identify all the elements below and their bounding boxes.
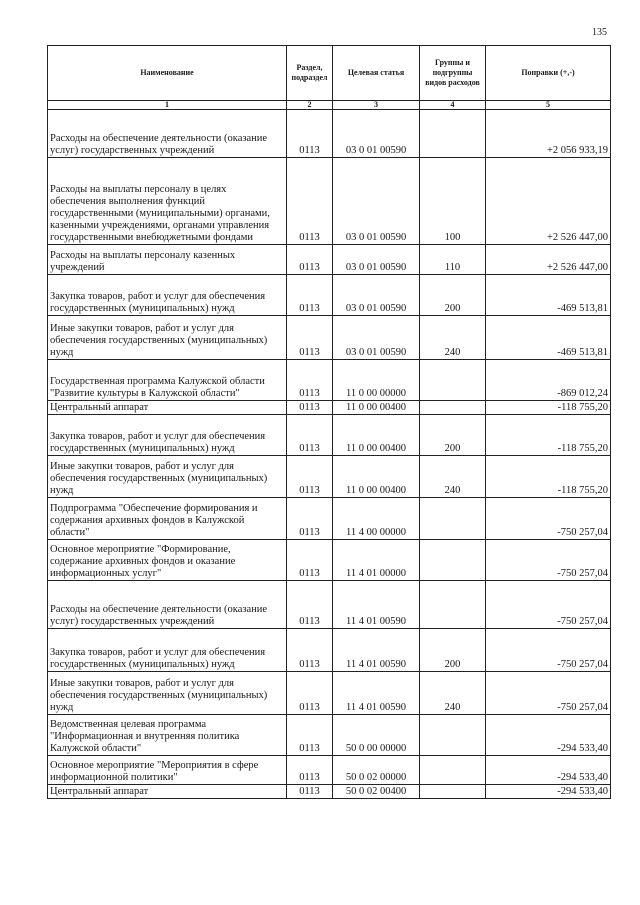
row-group <box>420 540 486 581</box>
row-section: 0113 <box>287 581 333 629</box>
row-amount: -469 513,81 <box>486 316 611 360</box>
row-name: Расходы на обеспечение деятельности (оказание услуг) государственных учреждений <box>48 581 287 629</box>
row-section: 0113 <box>287 672 333 715</box>
header-target: Целевая статья <box>333 46 420 101</box>
row-section: 0113 <box>287 110 333 158</box>
row-target: 11 4 01 00000 <box>333 540 420 581</box>
row-group: 100 <box>420 158 486 245</box>
header-amount: Поправки (+,-) <box>486 46 611 101</box>
row-name: Центральный аппарат <box>48 785 287 799</box>
row-name: Закупка товаров, работ и услуг для обеспечения государственных (муниципальных) нужд <box>48 629 287 672</box>
row-section: 0113 <box>287 456 333 498</box>
table-row <box>48 245 611 275</box>
row-section: 0113 <box>287 756 333 785</box>
row-name: Закупка товаров, работ и услуг для обеспечения государственных (муниципальных) нужд <box>48 415 287 456</box>
row-amount: -750 257,04 <box>486 581 611 629</box>
row-name: Центральный аппарат <box>48 401 287 415</box>
row-amount: -294 533,40 <box>486 785 611 799</box>
row-amount: +2 526 447,00 <box>486 158 611 245</box>
table-row <box>48 316 611 360</box>
table-row <box>48 672 611 715</box>
row-name: Основное мероприятие "Формирование, содержание архивных фондов и оказание информационных услуг" <box>48 540 287 581</box>
row-target: 50 0 02 00000 <box>333 756 420 785</box>
row-name: Ведомственная целевая программа "Информационная и внутренняя политика Калужской области" <box>48 715 287 756</box>
row-target: 50 0 00 00000 <box>333 715 420 756</box>
table-row <box>48 498 611 540</box>
row-amount: -750 257,04 <box>486 540 611 581</box>
row-target: 03 0 01 00590 <box>333 245 420 275</box>
column-number: 2 <box>287 101 333 110</box>
column-number: 1 <box>48 101 287 110</box>
row-group: 110 <box>420 245 486 275</box>
table-row <box>48 581 611 629</box>
table-row <box>48 456 611 498</box>
row-name: Расходы на выплаты персоналу в целях обеспечения выполнения функций государственными (муниципальными) органами, казенными учреждениями, органами управления государственными внебюджетными фондами <box>48 158 287 245</box>
row-group <box>420 110 486 158</box>
row-section: 0113 <box>287 629 333 672</box>
row-section: 0113 <box>287 275 333 316</box>
row-section: 0113 <box>287 401 333 415</box>
row-group <box>420 498 486 540</box>
row-name: Расходы на выплаты персоналу казенных учреждений <box>48 245 287 275</box>
row-amount: -118 755,20 <box>486 456 611 498</box>
table-row <box>48 360 611 401</box>
row-target: 11 0 00 00000 <box>333 360 420 401</box>
row-group <box>420 785 486 799</box>
row-section: 0113 <box>287 360 333 401</box>
row-group <box>420 715 486 756</box>
row-name: Иные закупки товаров, работ и услуг для обеспечения государственных (муниципальных) нужд <box>48 456 287 498</box>
row-target: 03 0 01 00590 <box>333 275 420 316</box>
row-section: 0113 <box>287 245 333 275</box>
row-section: 0113 <box>287 540 333 581</box>
row-name: Основное мероприятие "Мероприятия в сфере информационной политики" <box>48 756 287 785</box>
row-amount: -118 755,20 <box>486 415 611 456</box>
row-section: 0113 <box>287 715 333 756</box>
column-number: 4 <box>420 101 486 110</box>
header-name: Наименование <box>48 46 287 101</box>
table-row <box>48 275 611 316</box>
row-section: 0113 <box>287 498 333 540</box>
row-target: 03 0 01 00590 <box>333 158 420 245</box>
row-group: 240 <box>420 672 486 715</box>
table-row <box>48 629 611 672</box>
row-amount: +2 056 933,19 <box>486 110 611 158</box>
row-amount: -750 257,04 <box>486 672 611 715</box>
row-target: 11 4 00 00000 <box>333 498 420 540</box>
row-section: 0113 <box>287 415 333 456</box>
column-number-row <box>48 101 611 110</box>
budget-table <box>47 45 611 799</box>
row-target: 11 0 00 00400 <box>333 415 420 456</box>
row-name: Государственная программа Калужской области "Развитие культуры в Калужской области" <box>48 360 287 401</box>
header-row <box>48 46 611 101</box>
row-amount: -869 012,24 <box>486 360 611 401</box>
row-amount: -118 755,20 <box>486 401 611 415</box>
row-target: 50 0 02 00400 <box>333 785 420 799</box>
row-group <box>420 401 486 415</box>
row-group <box>420 360 486 401</box>
table-row <box>48 756 611 785</box>
table-row <box>48 401 611 415</box>
row-amount: +2 526 447,00 <box>486 245 611 275</box>
row-name: Закупка товаров, работ и услуг для обеспечения государственных (муниципальных) нужд <box>48 275 287 316</box>
row-group: 200 <box>420 629 486 672</box>
row-group: 240 <box>420 316 486 360</box>
row-amount: -469 513,81 <box>486 275 611 316</box>
column-number: 5 <box>486 101 611 110</box>
row-group: 240 <box>420 456 486 498</box>
table-row <box>48 158 611 245</box>
row-name: Подпрограмма "Обеспечение формирования и содержания архивных фондов в Калужской области" <box>48 498 287 540</box>
row-target: 11 4 01 00590 <box>333 581 420 629</box>
row-target: 03 0 01 00590 <box>333 110 420 158</box>
table-row <box>48 110 611 158</box>
table-row <box>48 415 611 456</box>
row-section: 0113 <box>287 316 333 360</box>
page-number: 135 <box>592 27 607 38</box>
table-row <box>48 540 611 581</box>
row-name: Расходы на обеспечение деятельности (оказание услуг) государственных учреждений <box>48 110 287 158</box>
header-section: Раздел, подраздел <box>287 46 333 101</box>
row-group <box>420 756 486 785</box>
table-row <box>48 785 611 799</box>
row-group: 200 <box>420 415 486 456</box>
row-amount: -750 257,04 <box>486 629 611 672</box>
row-name: Иные закупки товаров, работ и услуг для обеспечения государственных (муниципальных) нужд <box>48 316 287 360</box>
column-number: 3 <box>333 101 420 110</box>
row-target: 11 0 00 00400 <box>333 456 420 498</box>
header-groups: Группы и подгруппы видов расходов <box>420 46 486 101</box>
row-target: 11 0 00 00400 <box>333 401 420 415</box>
row-target: 11 4 01 00590 <box>333 672 420 715</box>
row-group: 200 <box>420 275 486 316</box>
row-amount: -750 257,04 <box>486 498 611 540</box>
row-amount: -294 533,40 <box>486 756 611 785</box>
row-target: 11 4 01 00590 <box>333 629 420 672</box>
row-section: 0113 <box>287 158 333 245</box>
table-row <box>48 715 611 756</box>
row-amount: -294 533,40 <box>486 715 611 756</box>
row-target: 03 0 01 00590 <box>333 316 420 360</box>
row-name: Иные закупки товаров, работ и услуг для обеспечения государственных (муниципальных) нужд <box>48 672 287 715</box>
row-group <box>420 581 486 629</box>
row-section: 0113 <box>287 785 333 799</box>
